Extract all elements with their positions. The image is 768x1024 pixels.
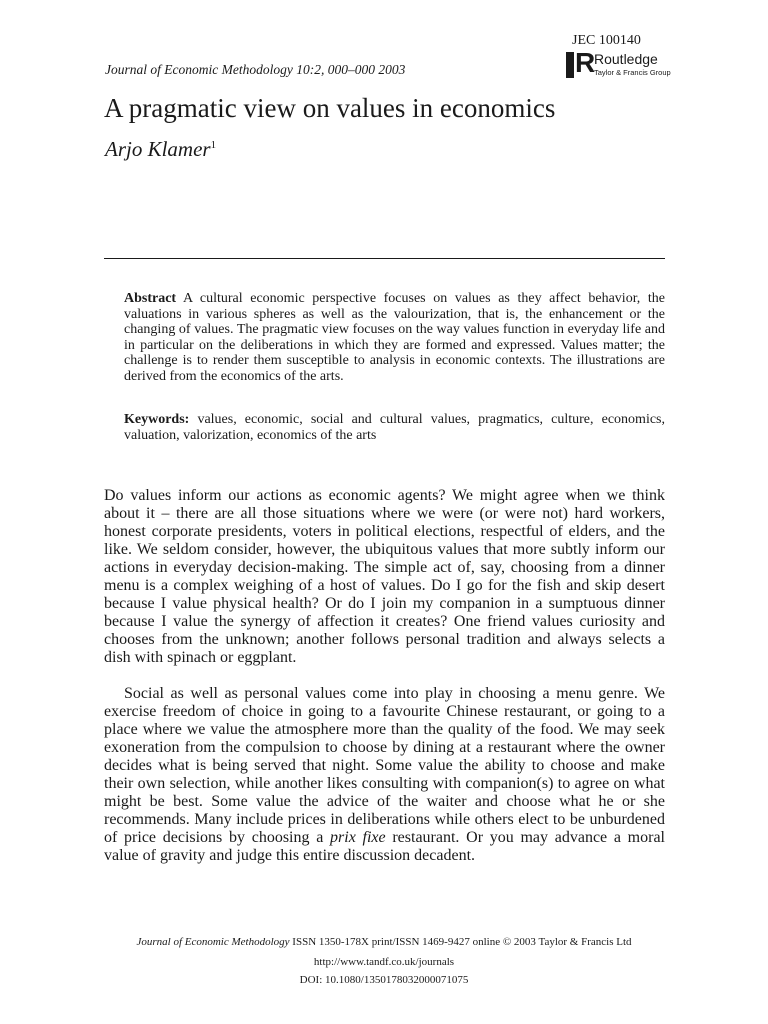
publisher-group: Taylor & Francis Group	[594, 68, 671, 77]
title-divider	[104, 258, 665, 259]
article-title: A pragmatic view on values in economics	[104, 93, 556, 123]
keywords-text: values, economic, social and cultural values, pragmatics, culture, economics, valuation, valorization, economics of the arts	[124, 412, 665, 443]
abstract-label: Abstract	[124, 291, 177, 306]
article-code: JEC 100140	[572, 33, 641, 48]
author-name: Arjo Klamer	[105, 137, 211, 161]
keywords-label: Keywords:	[124, 412, 190, 427]
journal-citation: Journal of Economic Methodology 10:2, 000–000 2003	[105, 62, 406, 77]
footer-url: http://www.tandf.co.uk/journals	[313, 956, 455, 968]
body-paragraph-1: Do values inform our actions as economic agents? We might agree when we think about it – there are all those situations where we were (or were not) hard workers, honest corporate presidents, voters in political elections, respectful of elders, and the like. We seldom consider, however, the ubiquitous values that more subtly inform our actions in everyday decision-making. The simple act of, say, choosing from a dinner menu is a complex weighing of a host of values. Do I go for the fish and skip desert because I value physical health? Or do I join my companion in a sumptuous dinner because I value the synergy of affection it creates? One friend values curiosity and chooses from the unknown; another follows personal tradition and always selects a dish with spinach or eggplant.	[104, 487, 665, 666]
footer-journal-name: Journal of Economic Methodology	[136, 936, 290, 948]
routledge-r-icon: R	[575, 47, 596, 78]
publisher-name: Routledge	[594, 51, 658, 67]
author-footnote-marker: 1	[210, 139, 217, 151]
footer-doi: DOI: 10.1080/1350178032000071075	[299, 974, 469, 986]
publisher-logo	[566, 47, 676, 81]
abstract-text: A cultural economic perspective focuses on values as they affect behavior, the valuations in various spheres as well as the valourization, that is, the enhancement or the changing of values. The pragmatic view focuses on the way values function in everyday life and in particular on the deliberations in which they are formed and expressed. Values matter; the challenge is to render them susceptible to analysis in economic contexts. The illustrations are derived from the economics of the arts.	[124, 291, 666, 384]
footer-issn: ISSN 1350-178X print/ISSN 1469-9427 online © 2003 Taylor & Francis Ltd	[289, 936, 632, 948]
paragraph-2-ending: restaurant. Or you may advance a moral value of gravity and judge this entire discussion decadent.	[104, 829, 666, 864]
paragraph-2-text: Social as well as personal values come into play in choosing a menu genre. We exercise freedom of choice in going to a favourite Chinese restaurant, or going to a place where we value the atmosphere more than the quality of the food. We may seek exoneration from the compulsion to choose by dining at a restaurant where the owner decides what is being served that night. Some value the ability to choose and make their own selection, while another likes consulting with companion(s) to agree on what might be best. Some value the advice of the waiter and choose what he or she recommends. Many include prices in deliberations while others elect to be unburdened of price decisions by choosing a	[104, 685, 665, 846]
footer-issn-line	[0, 936, 768, 948]
author-line	[105, 137, 216, 162]
paragraph-2-italic: prix fixe	[330, 829, 386, 846]
keywords	[124, 412, 665, 443]
body-paragraph-2	[104, 685, 665, 865]
abstract	[124, 291, 665, 384]
logo-bar-icon	[566, 52, 574, 78]
